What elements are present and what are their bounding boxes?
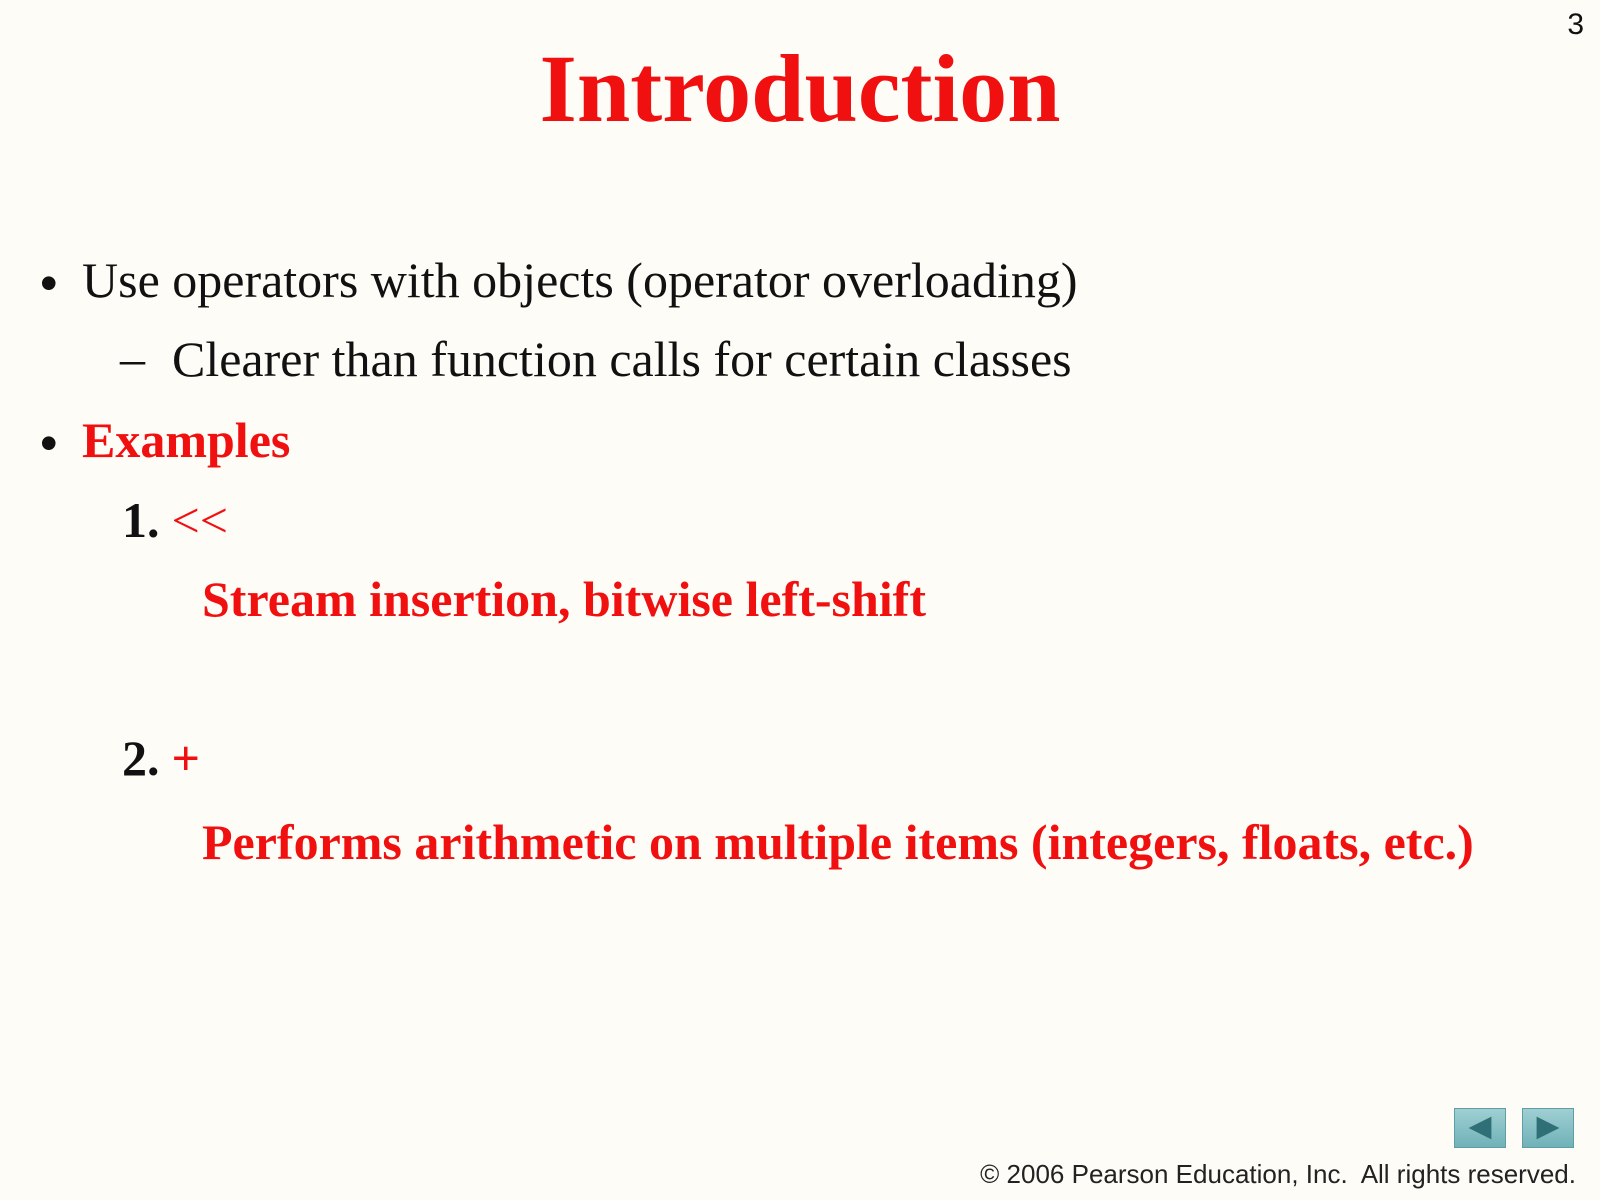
- slide-title: Introduction: [539, 35, 1061, 142]
- slide-number: 3: [1567, 8, 1584, 41]
- dash-marker: –: [120, 330, 145, 386]
- example-description: Performs arithmetic on multiple items (integers, floats, etc.): [202, 814, 1474, 870]
- next-slide-button[interactable]: [1522, 1108, 1574, 1148]
- example-number: 2.: [122, 730, 160, 786]
- bullet-marker: •: [40, 255, 58, 311]
- example-operator: <<: [171, 492, 228, 548]
- sub-bullet-text: Clearer than function calls for certain classes: [172, 331, 1072, 387]
- bullet-text: Examples: [82, 412, 291, 468]
- example-description: Stream insertion, bitwise left-shift: [202, 571, 926, 627]
- example-item: [122, 492, 228, 550]
- copyright-footer: © 2006 Pearson Education, Inc. All rights reserved.: [980, 1159, 1576, 1189]
- bullet-marker: •: [40, 415, 58, 471]
- example-number: 1.: [122, 492, 160, 548]
- previous-slide-button[interactable]: [1454, 1108, 1506, 1148]
- right-arrow-icon: [1523, 1109, 1573, 1147]
- example-operator: +: [171, 730, 200, 786]
- left-arrow-icon: [1455, 1109, 1505, 1147]
- example-item: [122, 730, 200, 788]
- bullet-text: Use operators with objects (operator overloading): [82, 252, 1078, 308]
